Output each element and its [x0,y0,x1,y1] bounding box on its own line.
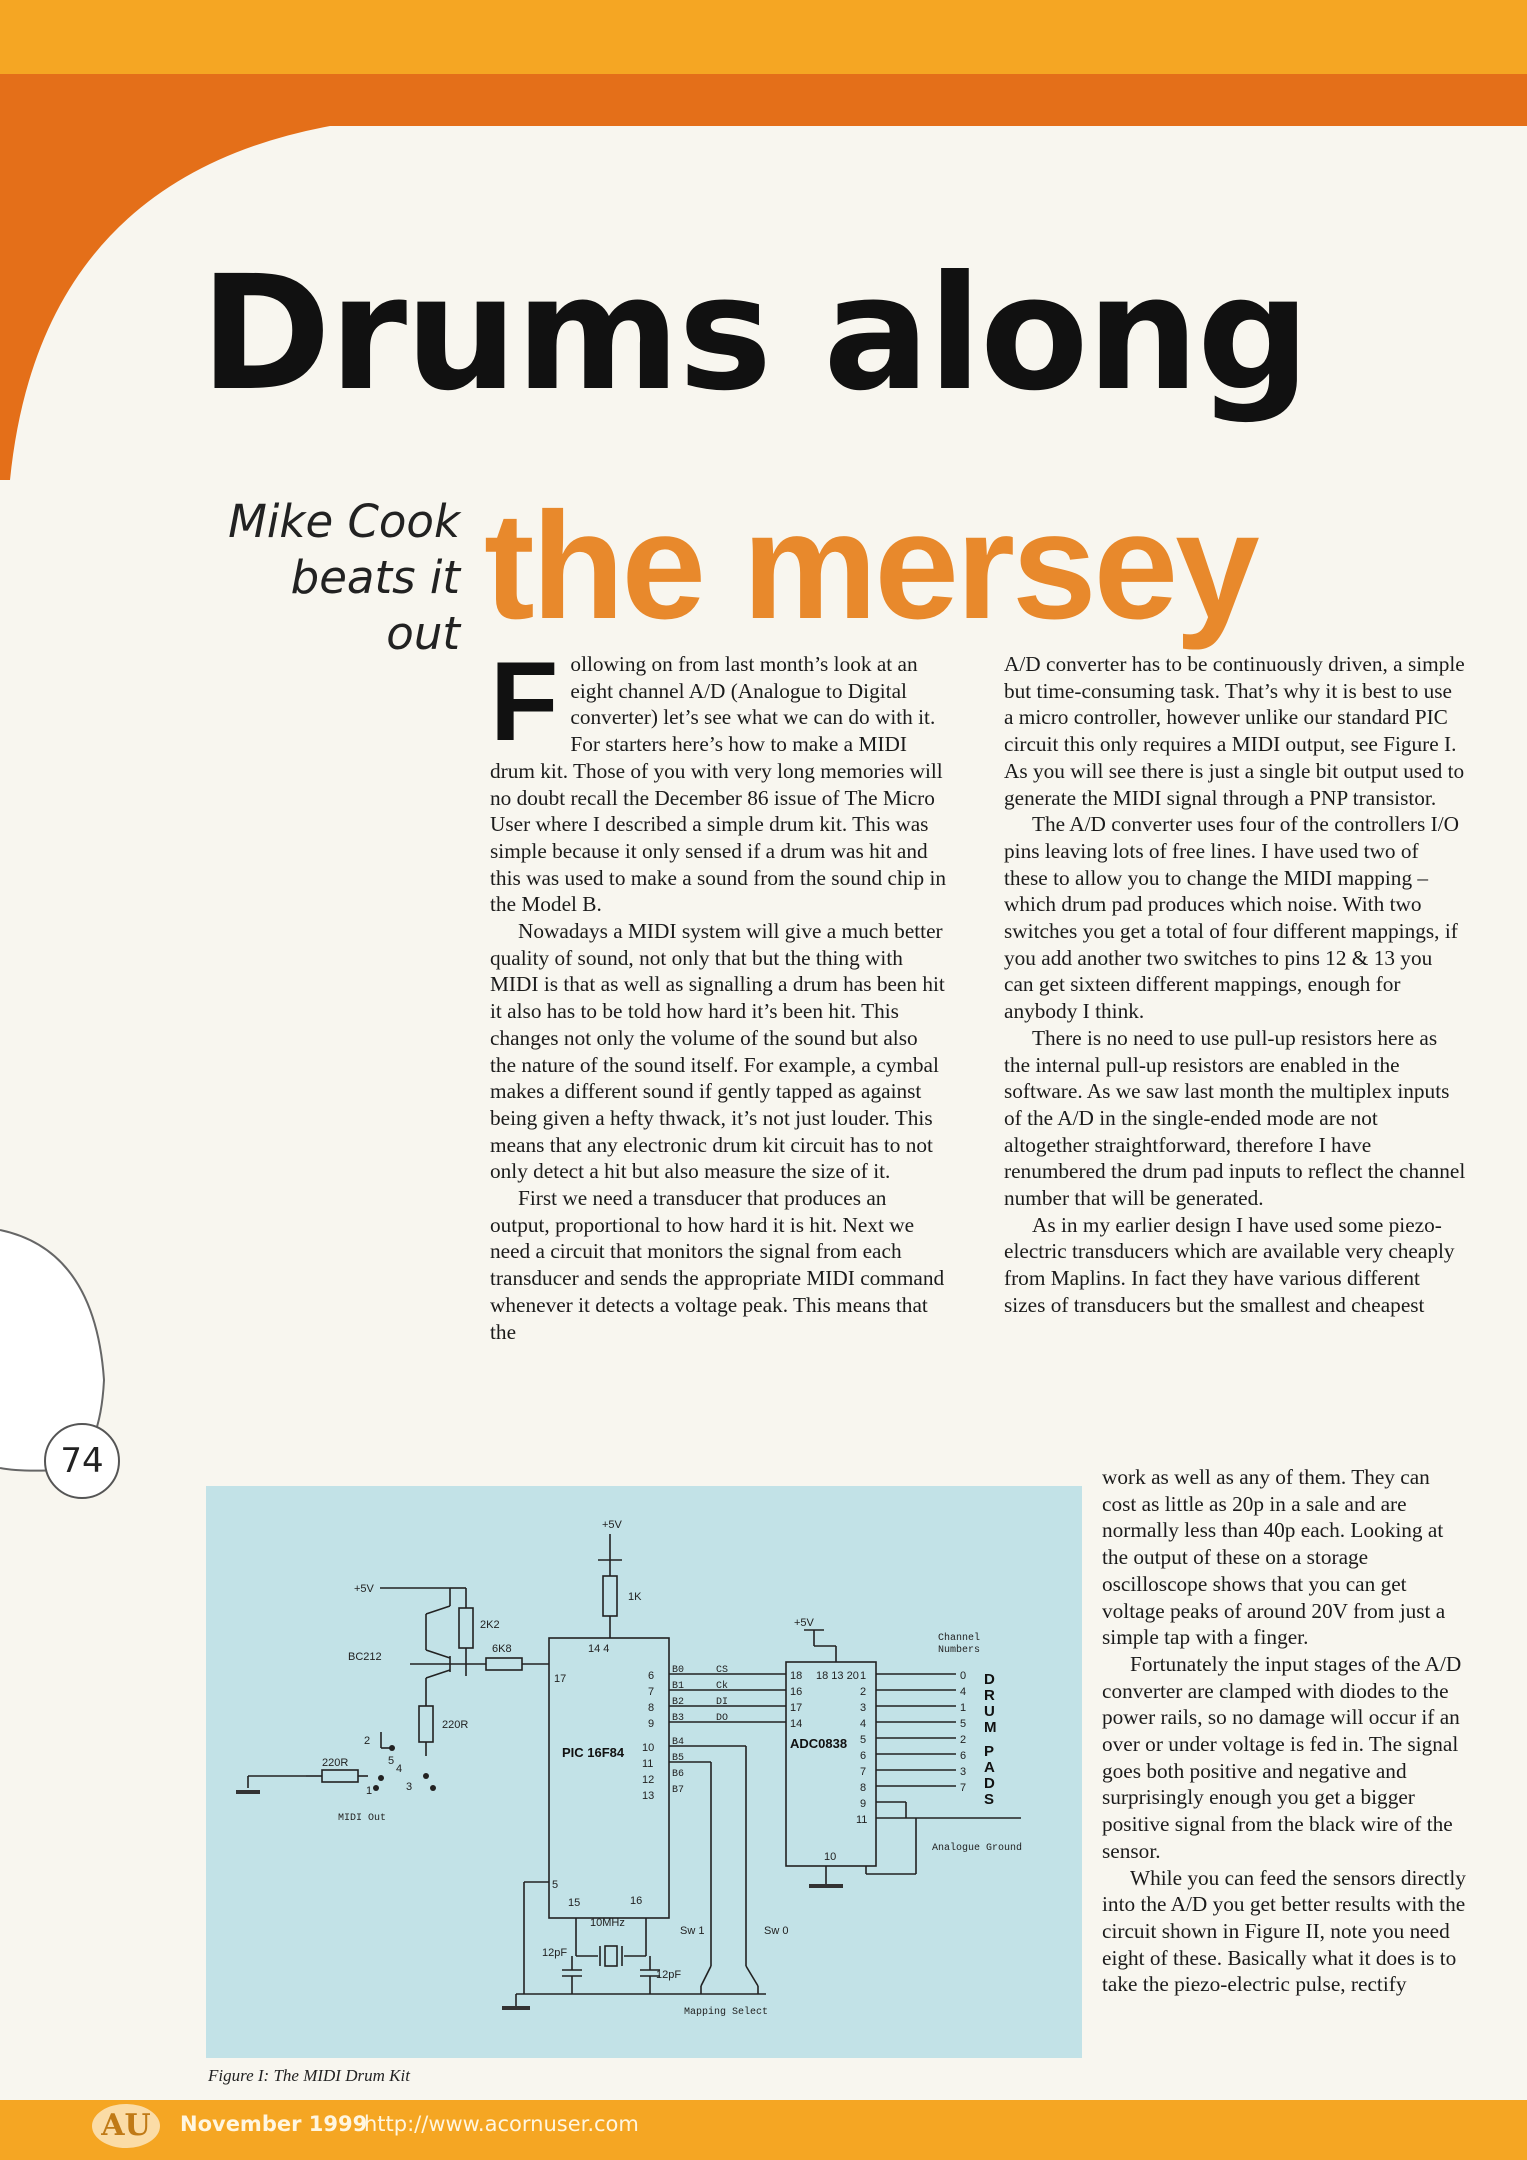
adc-signal-cs: CS [716,1665,729,1676]
channel-number: 0 [960,1670,967,1682]
pic-top-pins-label: 14 4 [588,1643,610,1655]
adc-pin-label: 18 [790,1670,803,1682]
text-column-2 [1004,651,1466,1319]
midi-pin-label: 4 [396,1763,403,1775]
port-label: B6 [672,1769,685,1780]
paragraph: There is no need to use pull-up resistors here as the internal pull-up resistors are enabled in the software. As we saw last month the multiplex inputs of the A/D in the single-ended mode are not altogether straightforward, therefore I have renumbered the drum pad inputs to reflect the channel number that will be generated. [1004,1025,1466,1211]
midi-pin-label: 1 [366,1785,373,1797]
resistor-1k-label: 1K [628,1591,642,1603]
channel-number: 6 [960,1750,967,1762]
paragraph: First we need a transducer that produces an output, proportional to how hard it is hit. Next we need a circuit that monitors the signal from each transducer and sends the appropriate MIDI command whenever it detects a voltage peak. This means that the [490,1186,945,1344]
port-label: B0 [672,1665,685,1676]
adc-top-pins-label: 18 13 20 [816,1670,859,1682]
figure-caption: Figure I: The MIDI Drum Kit [208,2066,410,2085]
paragraph: A/D converter has to be continuously driven, a simple but time-consuming task. That’s why it is best to use a micro controller, however unlike our standard PIC circuit this only requires a MIDI output, see Figure I. As you will see there is just a single bit output used to generate the MIDI signal through a PNP transistor. [1004,652,1465,810]
pic-pin-label: 10 [642,1742,655,1754]
byline-author: Mike Cook [228,495,460,548]
crystal-label: 10MHz [590,1917,625,1929]
resistor-6k8-label: 6K8 [492,1643,512,1655]
channel-number: 3 [960,1766,967,1778]
text-column-3 [1102,1464,1466,1998]
website-url[interactable]: http://www.acornuser.com [364,2112,639,2136]
switch-1-label: Sw 1 [680,1925,705,1937]
pic-pin-5-label: 5 [552,1879,559,1891]
adc-out-pin: 6 [860,1750,867,1762]
schematic-figure [206,1486,1082,2058]
article-title-line1: Drums along [200,242,1309,426]
pic-pin-label: 8 [648,1702,655,1714]
channel-number: 2 [960,1734,967,1746]
resistor-220r-midi-label: 220R [322,1757,349,1769]
port-label: B2 [672,1697,685,1708]
port-label: B3 [672,1713,685,1724]
port-label: B1 [672,1681,685,1692]
adc-chip-label: ADC0838 [790,1736,848,1751]
adc-out-pin: 9 [860,1798,867,1810]
capacitor-label: 12pF [542,1947,568,1959]
analogue-ground-label: Analogue Ground [932,1843,1023,1854]
pic-pin-label: 11 [642,1758,654,1770]
adc-out-pin: 11 [856,1814,868,1826]
pic-pin-15-label: 15 [568,1897,581,1909]
midi-out-label: MIDI Out [338,1813,387,1824]
drum-pads-letter: U [984,1703,995,1720]
adc-pin-label: 17 [790,1702,803,1714]
channel-number: 1 [960,1702,967,1714]
channel-numbers-label: Numbers [938,1645,981,1656]
pic-pin-label: 6 [648,1670,655,1682]
byline-tagline: beats it out [290,551,460,660]
paragraph: As in my earlier design I have used some piezo-electric transducers which are available very cheaply from Maplins. In fact they have various different sizes of transducers but the smallest and cheapest [1004,1212,1455,1317]
adc-out-pin: 3 [860,1702,867,1714]
drum-pads-letter: M [984,1719,997,1736]
port-label: B4 [672,1737,685,1748]
pic-pin-16-label: 16 [630,1895,643,1907]
switch-0-label: Sw 0 [764,1925,789,1937]
pic-pin-17-label: 17 [554,1673,567,1685]
issue-date: November 1999 [180,2112,368,2136]
drum-pads-letter: P [984,1743,995,1760]
midi-pin-label: 2 [364,1735,371,1747]
paragraph: ollowing on from last month’s look at an eight channel A/D (Analogue to Digital converter) let’s see what we can do with it. For starters here’s how to make a MIDI drum kit. Those of you with very long memories will no doubt recall the December 86 issue of The Micro User where I described a simple drum kit. This was simple because it only sensed if a drum was hit and this was used to make a sound from the sound chip in the Model B. [490,652,947,917]
adc-out-pin: 4 [860,1718,867,1730]
pic-pin-label: 13 [642,1790,655,1802]
article-title-line2: the mersey [484,481,1257,651]
paragraph: The A/D converter uses four of the controllers I/O pins leaving lots of free lines. I have used two of these to allow you to change the MIDI mapping – which drum pad produces which noise. With two switches you get a total of four different mappings, if you add another two switches to pins 12 & 13 you can get sixteen different mappings, enough for anybody I think. [1004,812,1459,1024]
midi-pin-label: 3 [406,1781,413,1793]
pic-pin-label: 12 [642,1774,655,1786]
channel-number: 7 [960,1782,967,1794]
adc-out-pin: 8 [860,1782,867,1794]
port-label: B7 [672,1785,685,1796]
adc-out-pin: 7 [860,1766,867,1778]
adc-signal-di: DI [716,1697,729,1708]
port-label: B5 [672,1753,685,1764]
channel-number: 4 [960,1686,967,1698]
paragraph: While you can feed the sensors directly into the A/D you get better results with the circuit shown in Figure II, note you need eight of these. Basically what it does is to take the piezo-electric pulse, rectify [1102,1865,1466,1997]
drum-pads-letter: S [984,1791,995,1808]
adc-pin-10-label: 10 [824,1851,837,1863]
transistor-supply-label: +5V [354,1583,374,1595]
adc-out-pin: 5 [860,1734,867,1746]
drum-pads-letter: D [984,1775,995,1792]
capacitor-label: 12pF [656,1969,682,1981]
adc-signal-ck: Ck [716,1681,729,1692]
pic-pin-label: 9 [648,1718,655,1730]
paragraph: Fortunately the input stages of the A/D converter are clamped with diodes to the power rails, so no damage will occur if an over or under voltage is fed in. The signal goes both positive and negative and surprisingly enough you get a bigger positive signal from the black wire of the sensor. [1102,1651,1462,1863]
pic-chip-label: PIC 16F84 [562,1745,625,1760]
transistor-label: BC212 [348,1651,382,1663]
drum-pads-letter: D [984,1671,995,1688]
drum-pads-letter: A [984,1759,995,1776]
adc-pin-label: 14 [790,1718,803,1730]
pic-pin-label: 7 [648,1686,655,1698]
drop-cap: F [490,639,559,764]
drum-pads-letter: R [984,1687,995,1704]
midi-drum-kit-schematic [206,1486,1082,2058]
resistor-2k2-label: 2K2 [480,1619,500,1631]
midi-pin-label: 5 [388,1755,395,1767]
mapping-select-label: Mapping Select [684,2007,769,2018]
text-column-1 [490,639,948,1345]
adc-signal-do: DO [716,1713,729,1724]
adc-supply-label: +5V [794,1617,814,1629]
paragraph: work as well as any of them. They can cost as little as 20p in a sale and are normally less than 40p each. Looking at the output of these on a storage oscilloscope shows that you can get voltage peaks of around 20V from just a simple tap with a finger. [1102,1465,1446,1650]
byline [210,494,460,662]
adc-out-pin: 1 [860,1670,867,1682]
adc-pin-label: 16 [790,1686,803,1698]
channel-number: 5 [960,1718,967,1730]
page-number: 74 [44,1423,120,1499]
pic-supply-label: +5V [602,1519,622,1531]
magazine-logo: AU [92,2104,160,2148]
paragraph: Nowadays a MIDI system will give a much better quality of sound, not only that but the thing with MIDI is that as well as signalling a drum has been hit it also has to be told how hard it’s been hit. This changes not only the volume of the sound but also the nature of the sound itself. For example, a cymbal makes a different sound if gently tapped as against being given a hefty thwack, it’s not just louder. This means that any electronic drum kit circuit has to not only detect a hit but also measure the size of it. [490,919,945,1184]
resistor-220r-label: 220R [442,1719,469,1731]
adc-out-pin: 2 [860,1686,867,1698]
channel-numbers-label: Channel [938,1633,981,1644]
